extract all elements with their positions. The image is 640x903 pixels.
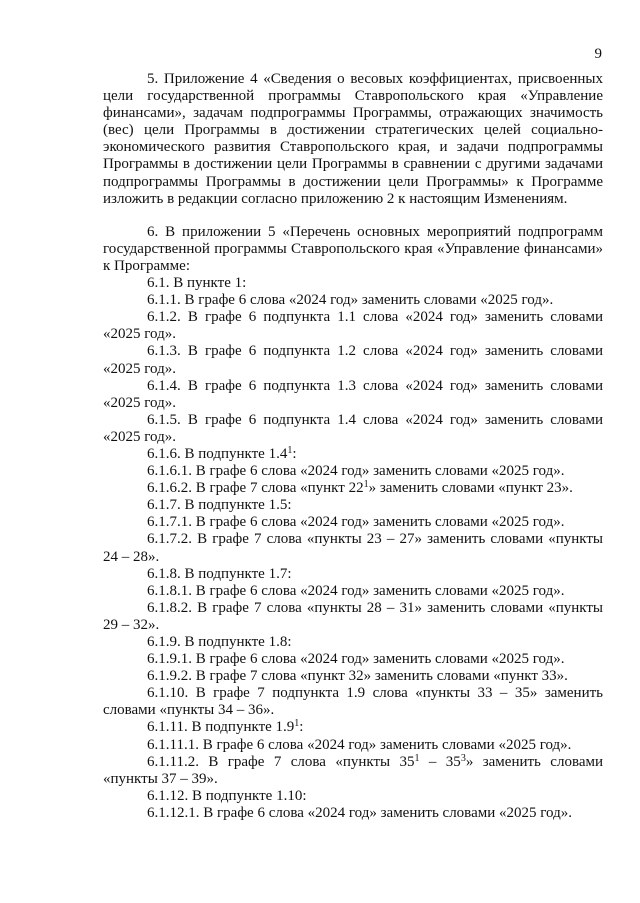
paragraph-text: 6.1.9. В подпункте 1.8: (147, 634, 292, 650)
paragraph-text: 6.1.3. В графе 6 подпункта 1.2 слова «2024 год» заменить словами «2025 год». (103, 343, 603, 377)
paragraph (103, 805, 603, 822)
paragraph (103, 634, 603, 651)
superscript: 1 (294, 718, 300, 730)
paragraph-text: 6.1.2. В графе 6 подпункта 1.1 слова «2024 год» заменить словами «2025 год». (103, 309, 603, 343)
paragraph-text: » заменить словами «пункты 37 – 39». (103, 753, 604, 787)
paragraph (103, 531, 603, 565)
paragraph-text: 6.1.7. В подпункте 1.5: (147, 497, 292, 514)
paragraph (103, 685, 603, 719)
paragraph-text: 6.1.12. В подпункте 1.10: (147, 787, 307, 804)
paragraph (103, 497, 603, 514)
paragraph (103, 583, 603, 600)
paragraph (103, 292, 603, 309)
paragraph-text: 6.1.7.1. В графе 6 слова «2024 год» заменить словами «2025 год». (147, 514, 565, 531)
paragraph-text: 6.1.4. В графе 6 подпункта 1.3 слова «2024 год» заменить словами «2025 год». (103, 377, 603, 411)
superscript: 1 (414, 752, 420, 764)
document-body (103, 71, 603, 822)
paragraph (103, 463, 603, 480)
paragraph (103, 71, 603, 208)
paragraph-text: 5. Приложение 4 «Сведения о весовых коэффициентах, присвоенных цели государственной программы Ставропольского края «Управление финансами», задачам подпрограммы Программы, отражающих значимость (вес) цели Программы в достижении стратегических целей социально-экономического развития Ставропольского края, и задачи подпрограммы Программы в достижении цели Программы в сравнении с другими задачами подпрограммы Программы в достижении цели Программы» к Программе изложить в редакции согласно приложению 2 к настоящим Изменениям. (103, 71, 603, 207)
paragraph (103, 754, 603, 788)
paragraph-text: 6.1.12.1. В графе 6 слова «2024 год» заменить словами «2025 год». (147, 804, 572, 821)
paragraph (103, 668, 603, 685)
paragraph-text: 6.1.9.1. В графе 6 слова «2024 год» заменить словами «2025 год». (147, 651, 565, 668)
paragraph-text: 6.1.6. В подпункте 1.4 (147, 445, 288, 462)
paragraph (103, 514, 603, 531)
superscript: 3 (460, 752, 466, 764)
paragraph-text: : (292, 445, 297, 462)
paragraph (103, 446, 603, 463)
paragraph (103, 309, 603, 343)
paragraph (103, 566, 603, 583)
paragraph-text: : (299, 719, 304, 736)
page-number: 9 (594, 46, 602, 62)
paragraph (103, 343, 603, 377)
superscript: 1 (363, 479, 369, 491)
paragraph-text: 6.1.11. В подпункте 1.9 (147, 719, 295, 736)
paragraph (103, 651, 603, 668)
paragraph (103, 224, 603, 275)
paragraph-text: 6.1.11.1. В графе 6 слова «2024 год» заменить словами «2025 год». (147, 736, 572, 753)
paragraph-text: 6.1.1. В графе 6 слова «2024 год» заменить словами «2025 год». (147, 292, 554, 309)
paragraph-text: 6.1. В пункте 1: (147, 275, 247, 292)
paragraph (103, 600, 603, 634)
paragraph (103, 275, 603, 292)
paragraph-text: 6.1.6.2. В графе 7 слова «пункт 22 (147, 480, 364, 497)
paragraph (103, 378, 603, 412)
paragraph-text: 6. В приложении 5 «Перечень основных мероприятий подпрограмм государственной программы Ставропольского края «Управление финансами» к Программе: (103, 223, 603, 274)
paragraph (103, 719, 603, 736)
paragraph (103, 412, 603, 446)
paragraph (103, 480, 603, 497)
paragraph-text: 6.1.8. В подпункте 1.7: (147, 565, 292, 582)
paragraph-text: » заменить словами «пункт 23». (368, 480, 573, 497)
paragraph-text: 6.1.8.1. В графе 6 слова «2024 год» заменить словами «2025 год». (147, 582, 565, 599)
paragraph-text: – 35 (419, 753, 461, 770)
paragraph-text: 6.1.9.2. В графе 7 слова «пункт 32» заменить словами «пункт 33». (147, 668, 568, 685)
paragraph-text: 6.1.6.1. В графе 6 слова «2024 год» заменить словами «2025 год». (147, 463, 565, 480)
paragraph (103, 737, 603, 754)
paragraph (103, 788, 603, 805)
paragraph-text: 6.1.5. В графе 6 подпункта 1.4 слова «2024 год» заменить словами «2025 год». (103, 411, 603, 445)
paragraph-text: 6.1.11.2. В графе 7 слова «пункты 35 (147, 753, 415, 770)
paragraph-text: 6.1.10. В графе 7 подпункта 1.9 слова «пункты 33 – 35» заменить словами «пункты 34 – 36». (103, 685, 603, 719)
superscript: 1 (287, 444, 293, 456)
paragraph-text: 6.1.7.2. В графе 7 слова «пункты 23 – 27» заменить словами «пункты 24 – 28». (103, 531, 603, 565)
paragraph-text: 6.1.8.2. В графе 7 слова «пункты 28 – 31» заменить словами «пункты 29 – 32». (103, 599, 603, 633)
